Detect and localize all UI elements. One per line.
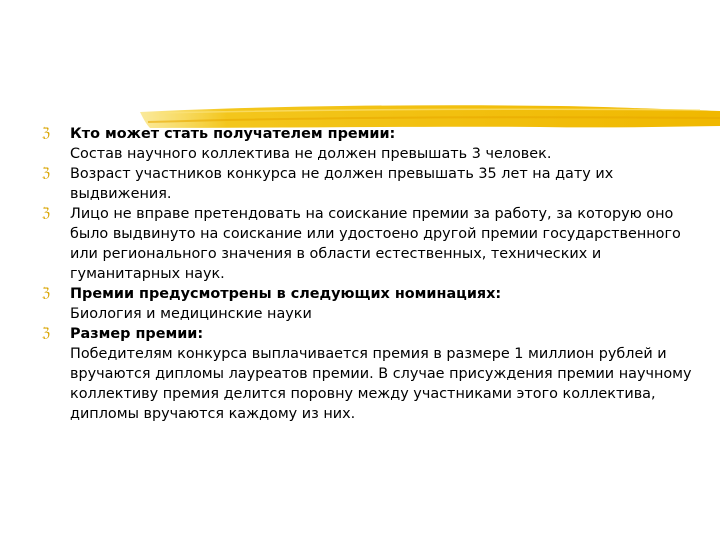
list-item [42, 124, 702, 164]
item-text: Лицо не вправе претендовать на соискание премии за работу, за которую оно было выдвинуто на соискание или удостоено другой премии государственного или регионального значения в области естественных, технических и гуманитарных наук. [70, 206, 681, 282]
item-text: Состав научного коллектива не должен превышать 3 человек. [70, 146, 552, 162]
list-item [42, 204, 702, 284]
list-item [42, 324, 702, 424]
item-heading: Размер премии: [70, 326, 204, 342]
list-item [42, 284, 702, 324]
item-heading: Премии предусмотрены в следующих номинациях: [70, 286, 502, 302]
z-bullet-icon: ℨ [42, 326, 51, 341]
z-bullet-icon: ℨ [42, 206, 51, 221]
item-text: Биология и медицинские науки [70, 306, 312, 322]
list-item [42, 164, 702, 204]
z-bullet-icon: ℨ [42, 166, 51, 181]
item-heading: Кто может стать получателем премии: [70, 126, 396, 142]
z-bullet-icon: ℨ [42, 126, 51, 141]
item-text: Победителям конкурса выплачивается премия в размере 1 миллион рублей и вручаются дипломы лауреатов премии. В случае присуждения премии научному коллективу премия делится поровну между участниками этого коллектива, дипломы вручаются каждому из них. [70, 346, 692, 422]
z-bullet-icon: ℨ [42, 286, 51, 301]
item-text: Возраст участников конкурса не должен превышать 35 лет на дату их выдвижения. [70, 166, 614, 202]
bullet-list [42, 124, 702, 424]
